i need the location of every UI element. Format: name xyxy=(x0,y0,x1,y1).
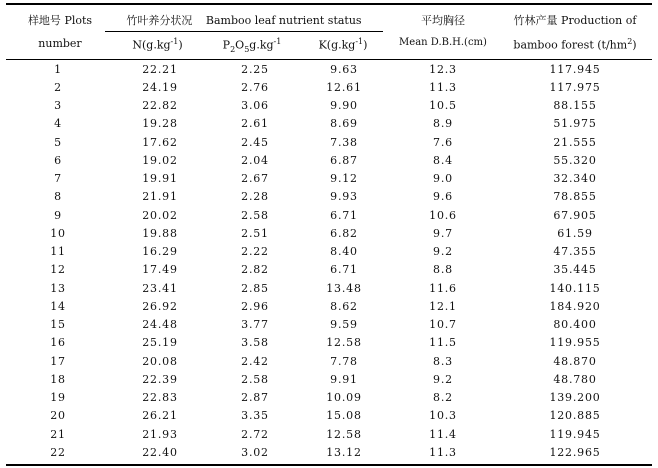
potassium-header xyxy=(298,37,388,52)
potassium-value: 13.12 xyxy=(326,445,362,459)
plot-number: 11 xyxy=(50,245,66,259)
nitrogen-value: 25.19 xyxy=(142,336,178,350)
production-value: 48.870 xyxy=(553,354,597,368)
nitrogen-value: 22.82 xyxy=(142,99,178,113)
production-value: 119.945 xyxy=(549,427,601,441)
dbh-value: 8.2 xyxy=(433,391,453,405)
data-table-body xyxy=(6,60,652,462)
plot-number: 2 xyxy=(54,80,62,94)
table-bottom-rule xyxy=(6,464,652,466)
production-value: 120.885 xyxy=(549,409,601,423)
phosphorus-value: 2.58 xyxy=(241,372,269,386)
table-row xyxy=(6,389,652,407)
plot-number: 19 xyxy=(50,391,66,405)
production-value: 117.945 xyxy=(549,62,601,76)
production-header-line2 xyxy=(498,37,652,52)
dbh-value: 8.4 xyxy=(433,153,453,167)
dbh-value: 10.6 xyxy=(429,208,457,222)
plot-number: 18 xyxy=(50,372,66,386)
table-row xyxy=(6,206,652,224)
table-row xyxy=(6,370,652,388)
production-value: 35.445 xyxy=(553,263,597,277)
plot-number: 20 xyxy=(50,409,66,423)
production-value: 88.155 xyxy=(553,99,597,113)
dbh-value: 11.4 xyxy=(429,427,457,441)
production-value: 80.400 xyxy=(553,318,597,332)
leaf-header-underline xyxy=(105,31,383,32)
production-value: 61.59 xyxy=(557,226,593,240)
table-row xyxy=(6,151,652,169)
table-row xyxy=(6,352,652,370)
plot-number: 16 xyxy=(50,336,66,350)
phosphorus-value: 2.87 xyxy=(241,391,269,405)
nitrogen-header xyxy=(110,37,205,52)
potassium-value: 13.48 xyxy=(326,281,362,295)
potassium-header-sup: -1 xyxy=(355,37,364,46)
dbh-value: 11.3 xyxy=(429,445,457,459)
production-value: 184.920 xyxy=(549,299,601,313)
production-header-en: Production of xyxy=(561,14,637,27)
phosphorus-header-o: O xyxy=(235,38,245,52)
table-row xyxy=(6,188,652,206)
phosphorus-header-sub2: 2 xyxy=(230,44,236,54)
dbh-value: 10.3 xyxy=(429,409,457,423)
table-row xyxy=(6,279,652,297)
table-row xyxy=(6,261,652,279)
dbh-value: 12.1 xyxy=(429,299,457,313)
potassium-value: 8.40 xyxy=(330,245,358,259)
production-header-cn: 竹林产量 xyxy=(513,14,558,27)
table-row xyxy=(6,170,652,188)
nitrogen-value: 19.28 xyxy=(142,117,178,131)
data-table xyxy=(6,60,652,462)
production-value: 122.965 xyxy=(549,445,601,459)
potassium-value: 12.58 xyxy=(326,427,362,441)
phosphorus-header-sup: -1 xyxy=(273,37,282,46)
nitrogen-value: 21.91 xyxy=(142,190,178,204)
plot-number: 17 xyxy=(50,354,66,368)
nitrogen-value: 17.49 xyxy=(142,263,178,277)
plot-number: 5 xyxy=(54,135,62,149)
nitrogen-value: 24.48 xyxy=(142,318,178,332)
nitrogen-value: 21.93 xyxy=(142,427,178,441)
phosphorus-value: 3.58 xyxy=(241,336,269,350)
plot-number: 12 xyxy=(50,263,66,277)
nitrogen-value: 20.02 xyxy=(142,208,178,222)
potassium-value: 6.71 xyxy=(330,208,358,222)
table-row xyxy=(6,115,652,133)
dbh-value: 9.2 xyxy=(433,245,453,259)
phosphorus-value: 2.42 xyxy=(241,354,269,368)
production-value: 119.955 xyxy=(549,336,601,350)
dbh-value: 9.7 xyxy=(433,226,453,240)
potassium-value: 9.91 xyxy=(330,372,358,386)
nitrogen-value: 19.91 xyxy=(142,172,178,186)
nitrogen-value: 17.62 xyxy=(142,135,178,149)
plot-number: 22 xyxy=(50,445,66,459)
plot-number: 14 xyxy=(50,299,66,313)
potassium-value: 12.61 xyxy=(326,80,362,94)
production-value: 78.855 xyxy=(553,190,597,204)
plot-header-en: Plots xyxy=(64,14,93,27)
table-row xyxy=(6,78,652,96)
plot-number: 9 xyxy=(54,208,62,222)
phosphorus-value: 3.02 xyxy=(241,445,269,459)
potassium-header-label: K(g.kg xyxy=(318,38,356,52)
nitrogen-value: 26.92 xyxy=(142,299,178,313)
phosphorus-value: 3.06 xyxy=(241,99,269,113)
table-row xyxy=(6,97,652,115)
table-row xyxy=(6,425,652,443)
plot-number: 13 xyxy=(50,281,66,295)
dbh-value: 9.6 xyxy=(433,190,453,204)
table-row xyxy=(6,407,652,425)
production-value: 67.905 xyxy=(553,208,597,222)
nitrogen-value: 23.41 xyxy=(142,281,178,295)
production-header xyxy=(498,12,652,28)
potassium-value: 6.71 xyxy=(330,263,358,277)
dbh-value: 12.3 xyxy=(429,62,457,76)
phosphorus-value: 2.51 xyxy=(241,226,269,240)
table-row xyxy=(6,224,652,242)
production-value: 48.780 xyxy=(553,372,597,386)
nitrogen-header-label: N(g.kg xyxy=(132,38,171,52)
table-row xyxy=(6,297,652,315)
production-value: 55.320 xyxy=(553,153,597,167)
phosphorus-header-sub5: 5 xyxy=(244,44,250,54)
phosphorus-value: 2.67 xyxy=(241,172,269,186)
plot-number: 3 xyxy=(54,99,62,113)
nitrogen-value: 22.83 xyxy=(142,391,178,405)
table-row xyxy=(6,443,652,461)
leaf-nutrient-header xyxy=(105,12,383,28)
production-value: 21.555 xyxy=(553,135,597,149)
potassium-value: 9.59 xyxy=(330,318,358,332)
phosphorus-value: 2.04 xyxy=(241,153,269,167)
nitrogen-value: 20.08 xyxy=(142,354,178,368)
phosphorus-value: 2.85 xyxy=(241,281,269,295)
table-row xyxy=(6,243,652,261)
nitrogen-value: 16.29 xyxy=(142,245,178,259)
potassium-value: 10.09 xyxy=(326,391,362,405)
phosphorus-value: 2.58 xyxy=(241,208,269,222)
potassium-value: 6.82 xyxy=(330,226,358,240)
dbh-header-cn: 平均胸径 xyxy=(421,14,465,27)
dbh-value: 8.8 xyxy=(433,263,453,277)
production-value: 140.115 xyxy=(549,281,601,295)
dbh-header-en: Mean D.B.H.(cm) xyxy=(399,37,487,48)
nitrogen-value: 24.19 xyxy=(142,80,178,94)
nitrogen-value: 22.39 xyxy=(142,372,178,386)
production-value: 32.340 xyxy=(553,172,597,186)
phosphorus-value: 2.25 xyxy=(241,62,269,76)
plot-header-line2: number xyxy=(38,37,82,50)
dbh-value: 9.0 xyxy=(433,172,453,186)
production-value: 51.975 xyxy=(553,117,597,131)
dbh-value: 11.3 xyxy=(429,80,457,94)
phosphorus-value: 3.35 xyxy=(241,409,269,423)
production-header-close: ) xyxy=(632,38,637,52)
dbh-value: 9.2 xyxy=(433,372,453,386)
nitrogen-header-close: ) xyxy=(178,38,183,52)
potassium-value: 8.69 xyxy=(330,117,358,131)
leaf-nutrient-header-cn: 竹叶养分状况 xyxy=(126,14,193,27)
potassium-value: 8.62 xyxy=(330,299,358,313)
plot-number: 10 xyxy=(50,226,66,240)
table-top-rule xyxy=(6,3,652,5)
potassium-value: 7.38 xyxy=(330,135,358,149)
plot-number: 7 xyxy=(54,172,62,186)
production-value: 117.975 xyxy=(549,80,601,94)
nitrogen-value: 22.40 xyxy=(142,445,178,459)
plot-number: 8 xyxy=(54,190,62,204)
production-value: 47.355 xyxy=(553,245,597,259)
table-row xyxy=(6,60,652,78)
dbh-value: 11.5 xyxy=(429,336,457,350)
table-row xyxy=(6,316,652,334)
phosphorus-value: 2.72 xyxy=(241,427,269,441)
phosphorus-header xyxy=(207,37,297,54)
nitrogen-value: 22.21 xyxy=(142,62,178,76)
phosphorus-value: 2.22 xyxy=(241,245,269,259)
table-row xyxy=(6,133,652,151)
potassium-header-close: ) xyxy=(363,38,368,52)
plot-number: 15 xyxy=(50,318,66,332)
production-value: 139.200 xyxy=(549,391,601,405)
potassium-value: 9.93 xyxy=(330,190,358,204)
production-header-sup: 2 xyxy=(627,37,633,46)
nitrogen-value: 19.88 xyxy=(142,226,178,240)
production-header-unit: bamboo forest (t/hm xyxy=(513,38,628,52)
nitrogen-value: 26.21 xyxy=(142,409,178,423)
nitrogen-header-sup: -1 xyxy=(170,37,179,46)
phosphorus-header-unit: g.kg xyxy=(249,38,274,52)
plot-header-cn: 样地号 xyxy=(27,14,61,27)
plot-header xyxy=(8,12,112,28)
potassium-value: 9.63 xyxy=(330,62,358,76)
table-row xyxy=(6,334,652,352)
phosphorus-value: 2.82 xyxy=(241,263,269,277)
dbh-value: 8.9 xyxy=(433,117,453,131)
plot-number: 1 xyxy=(54,62,62,76)
dbh-value: 11.6 xyxy=(429,281,457,295)
plot-number: 21 xyxy=(50,427,66,441)
phosphorus-value: 2.76 xyxy=(241,80,269,94)
phosphorus-value: 2.45 xyxy=(241,135,269,149)
nitrogen-value: 19.02 xyxy=(142,153,178,167)
potassium-value: 9.12 xyxy=(330,172,358,186)
potassium-value: 7.78 xyxy=(330,354,358,368)
phosphorus-header-p: P xyxy=(222,38,231,52)
phosphorus-value: 2.61 xyxy=(241,117,269,131)
phosphorus-value: 2.96 xyxy=(241,299,269,313)
dbh-value: 8.3 xyxy=(433,354,453,368)
potassium-value: 15.08 xyxy=(326,409,362,423)
dbh-value: 10.7 xyxy=(429,318,457,332)
leaf-nutrient-header-en: Bamboo leaf nutrient status xyxy=(205,14,362,27)
phosphorus-value: 3.77 xyxy=(241,318,269,332)
plot-number: 6 xyxy=(54,153,62,167)
potassium-value: 6.87 xyxy=(330,153,358,167)
plot-number: 4 xyxy=(54,117,62,131)
phosphorus-value: 2.28 xyxy=(241,190,269,204)
potassium-value: 12.58 xyxy=(326,336,362,350)
dbh-value: 10.5 xyxy=(429,99,457,113)
dbh-value: 7.6 xyxy=(433,135,453,149)
potassium-value: 9.90 xyxy=(330,99,358,113)
